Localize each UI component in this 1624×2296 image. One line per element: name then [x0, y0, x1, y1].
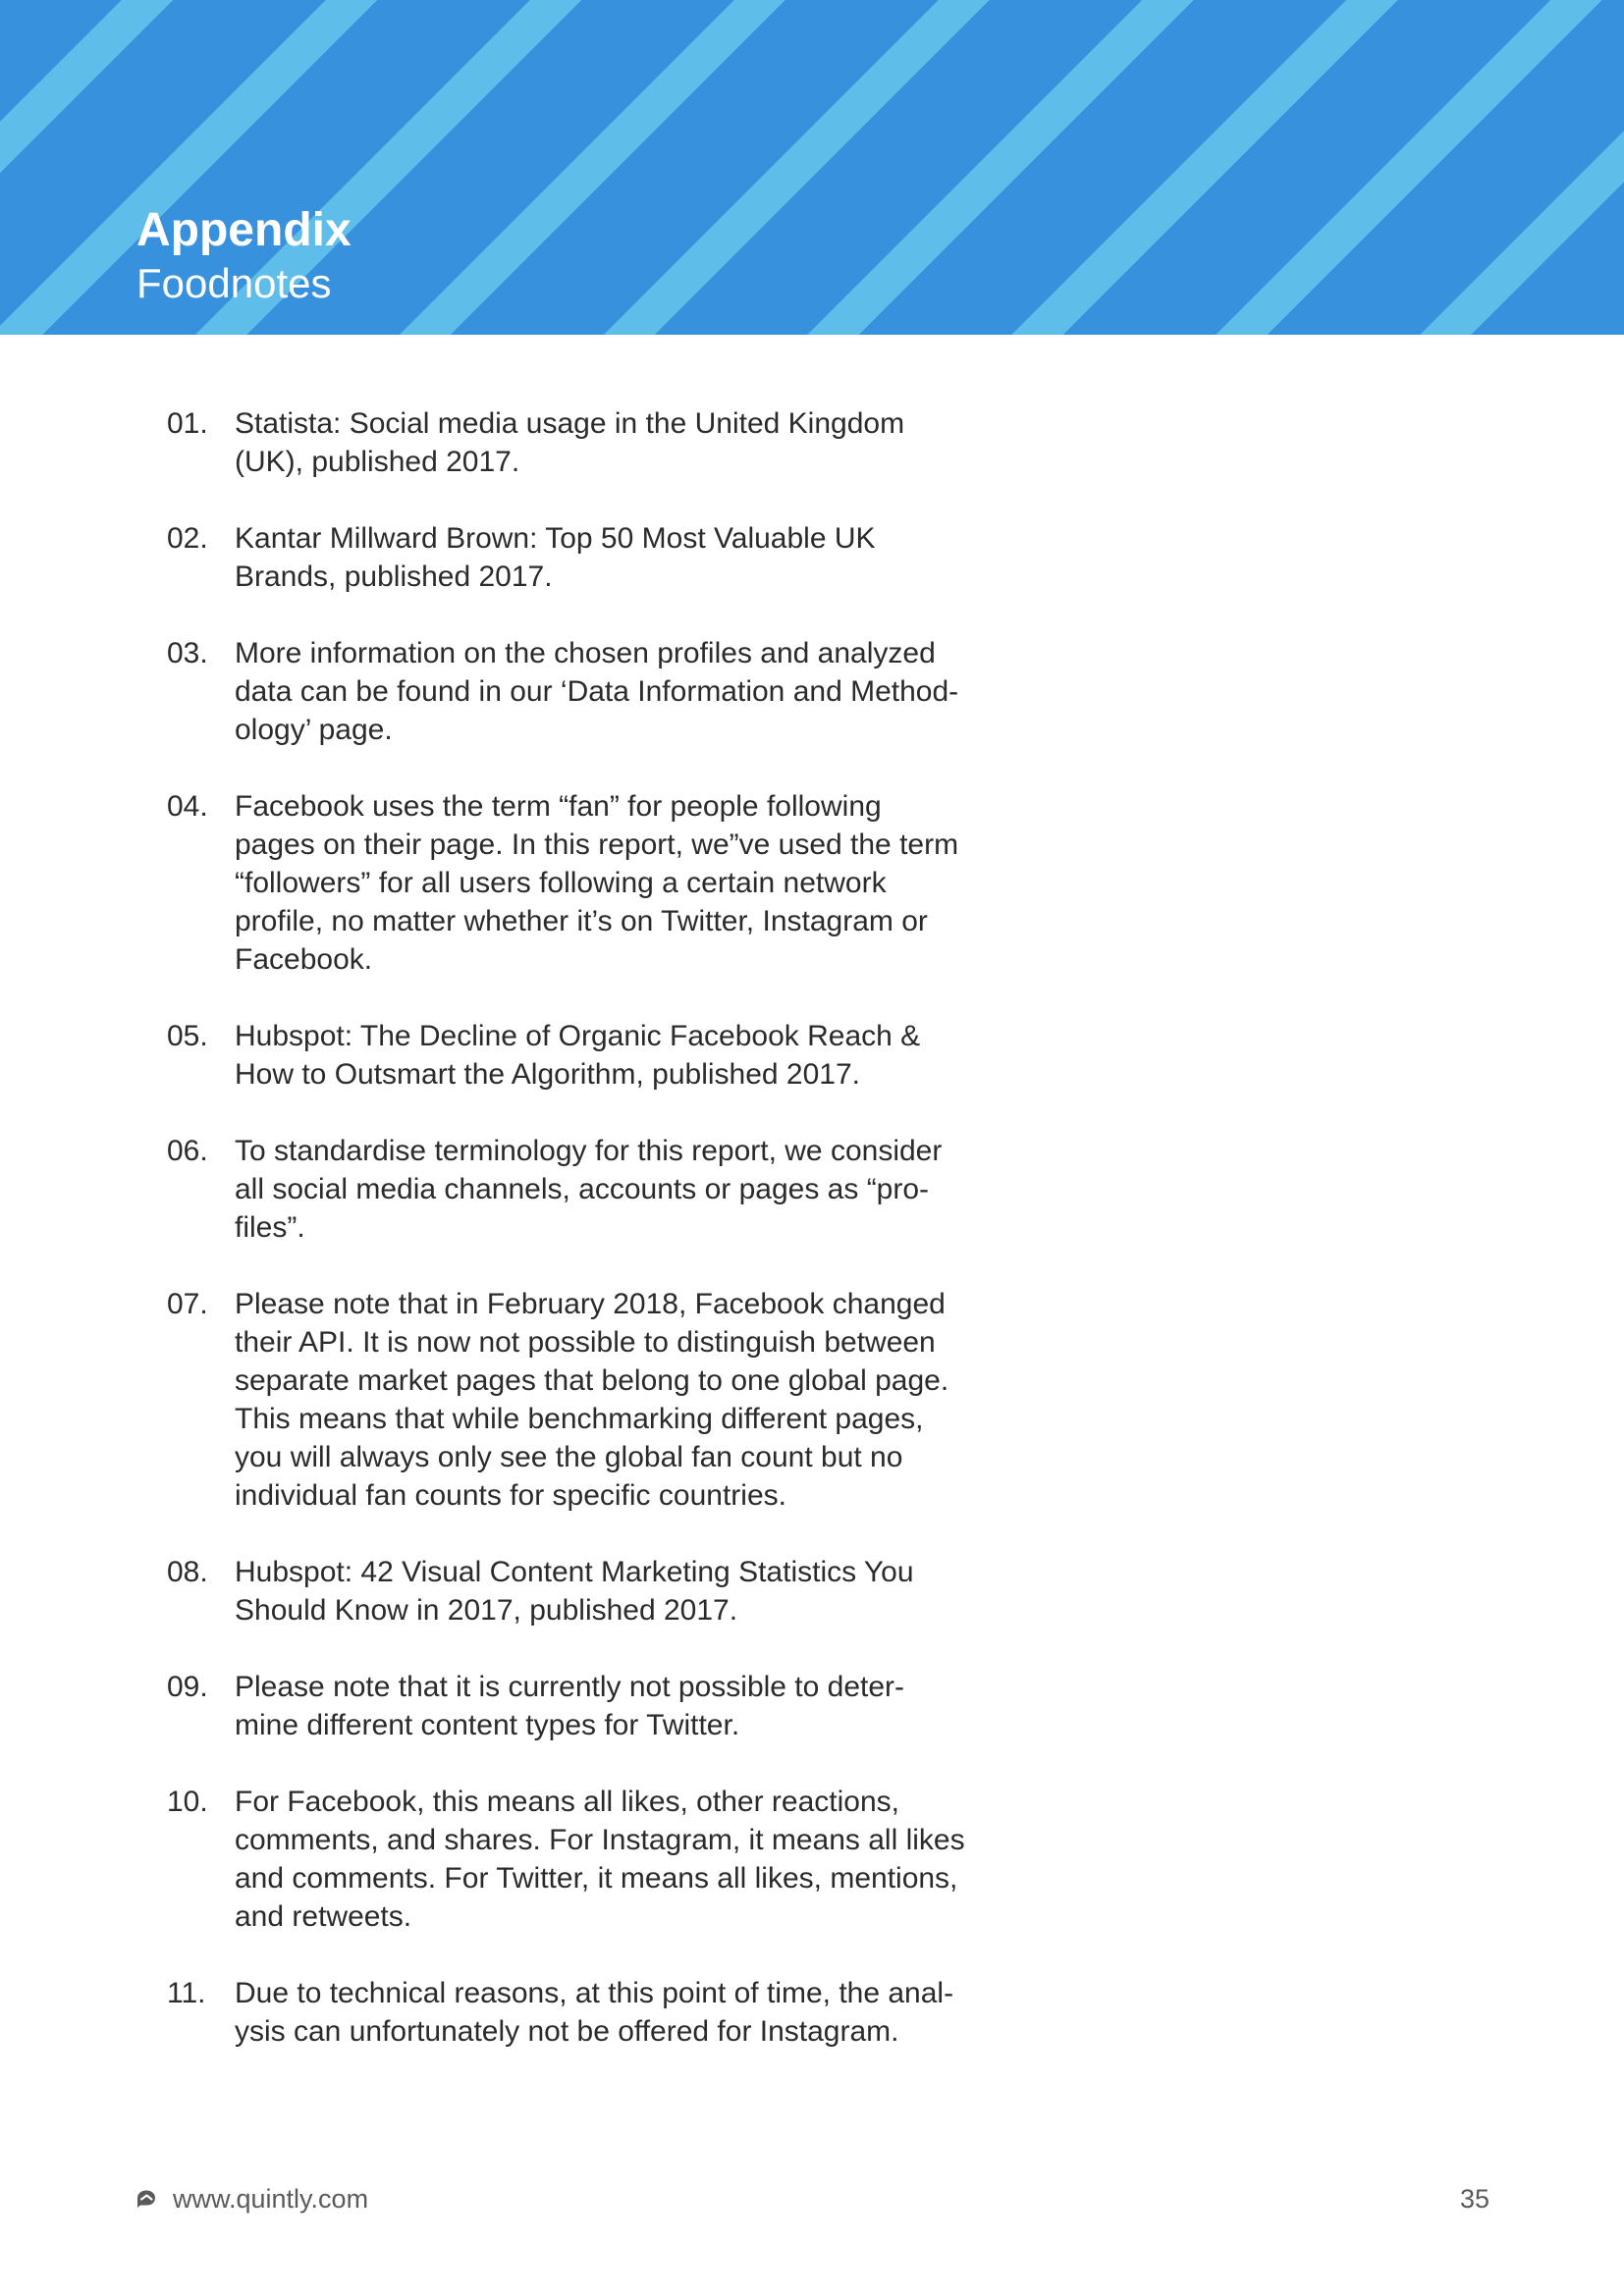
footnote-number: 01. [167, 407, 208, 440]
footnote-item [167, 787, 1001, 979]
footnote-number: 07. [167, 1288, 208, 1320]
footnote-text: Please note that it is currently not possible to deter- mine different content types for Twitter. [235, 1671, 905, 1741]
footnote-item [167, 634, 1001, 749]
footnote-number: 02. [167, 522, 208, 555]
footnote-number: 05. [167, 1020, 208, 1052]
footnote-number: 09. [167, 1671, 208, 1703]
page-subtitle: Foodnotes [136, 260, 332, 306]
header-banner [0, 0, 1624, 335]
footnote-text: Hubspot: 42 Visual Content Marketing Statistics You Should Know in 2017, published 2017. [235, 1556, 914, 1627]
footnote-item [167, 1974, 1001, 2051]
footer-url[interactable]: www.quintly.com [173, 2183, 369, 2214]
footnote-text: For Facebook, this means all likes, other reactions, comments, and shares. For Instagram, it means all likes and comments. For Twitter, it means all likes, mentions, and retweets. [235, 1786, 965, 1933]
footnote-text: Hubspot: The Decline of Organic Facebook Reach & How to Outsmart the Algorithm, published 2017. [235, 1020, 921, 1091]
footnote-text: Please note that in February 2018, Facebook changed their API. It is now not possible to distinguish between separate market pages that belong to one global page. This means that while benchmarking different pages, you will always only see the global fan count but no individual fan counts for specific countries. [235, 1288, 949, 1512]
footnote-number: 04. [167, 790, 208, 823]
footnote-item [167, 1285, 1001, 1515]
footnote-item [167, 1132, 1001, 1247]
footnote-text: Facebook uses the term “fan” for people following pages on their page. In this report, we”ve used the term “followers” for all users following a certain network profile, no matter whether it’s on Twitter, Instagram or Facebook. [235, 790, 959, 976]
footnote-text: More information on the chosen profiles and analyzed data can be found in our ‘Data Information and Method- ology’ page. [235, 637, 959, 746]
footnote-item [167, 404, 1001, 481]
footnote-number: 11. [167, 1977, 206, 2009]
footnote-item [167, 519, 1001, 596]
footnote-item [167, 1553, 1001, 1629]
footnote-text: Due to technical reasons, at this point of time, the anal- ysis can unfortunately not be offered for Instagram. [235, 1977, 954, 2048]
footnote-item [167, 1783, 1001, 1936]
footnote-text: Statista: Social media usage in the United Kingdom (UK), published 2017. [235, 407, 905, 478]
footnote-text: Kantar Millward Brown: Top 50 Most Valuable UK Brands, published 2017. [235, 522, 876, 593]
footnote-item [167, 1668, 1001, 1744]
footnote-number: 10. [167, 1786, 208, 1818]
footnote-number: 03. [167, 637, 208, 669]
page-number: 35 [1459, 2184, 1489, 2214]
page-title: Appendix [136, 204, 352, 256]
quintly-logo-icon [135, 2187, 158, 2211]
footnote-number: 06. [167, 1135, 208, 1167]
footnote-text: To standardise terminology for this report, we consider all social media channels, accounts or pages as “pro- files”. [235, 1135, 943, 1244]
footnote-number: 08. [167, 1556, 208, 1588]
footnote-list [167, 404, 1001, 2089]
footnote-item [167, 1017, 1001, 1094]
footer [135, 2179, 368, 2218]
